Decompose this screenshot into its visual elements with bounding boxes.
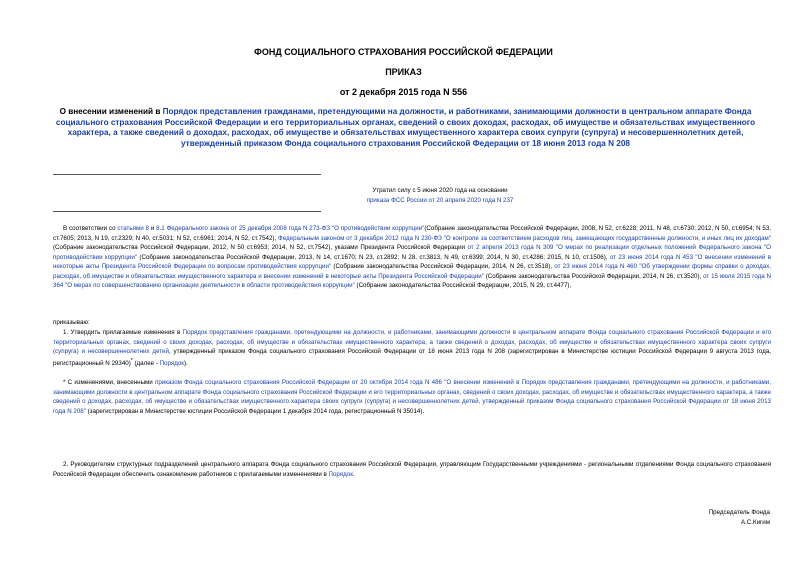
lost-force-link[interactable]: приказа ФСС России от 20 апреля 2020 года N 237	[366, 196, 514, 204]
item-2-text: 2. Руководителям структурных подразделений центрального аппарата Фонда социального страхования Российской Федерации, управляющим Государственными учреждениями - региональными отделениями Фонда социального страхования Российской Федерации обеспечить ознакомление работников с прилагаемыми изменениями в	[53, 461, 771, 478]
doc-date-number: от 2 декабря 2015 года N 556	[339, 87, 468, 97]
title-lead: О внесении изменений в	[59, 107, 163, 116]
item-2-text: .	[352, 470, 355, 478]
item-1-text: 1. Утвердить прилагаемые изменения в	[63, 329, 183, 336]
link-order-486[interactable]: приказом Фонда социального страхования Российской Федерации от 20 октября 2014 года N 486 "О внесении изменений в Порядок представления гражданами, претендующими на должности, и работниками, занимающими должности в центральном аппарате Фонда социального страхования Российской Федерации и его территориальных органах, сведений о своих доходах, расходах, об имуществе и обязательствах имущественного характера, а также сведений о доходах, расходах, об имуществе и обязательствах имущественного характера своих супруги (супруга) и несовершеннолетних детей, утвержденный приказом Фонда социального страхования Российской Федерации от 18 июня 2013 года N 208"	[53, 379, 771, 415]
title-link-procedure[interactable]: Порядок представления гражданами, претендующими на должности, и работниками, занимающими должности в центральном аппарате Фонда социального страхования Российской Федерации и его территориальных органах, сведений о своих доходах, расходах, об имуществе и обязательствах имущественного характера, а также сведений о доходах, расходах, об имуществе и обязательствах имущественного характера своих супруги (супруга) и несовершеннолетних детей, утвержденный приказом Фонда социального страхования Российской Федерации от 18 июня 2013 года N 208	[55, 107, 756, 148]
link-decree-364[interactable]: от 15 июля 2015 года N 364 "О мерах по совершенствованию организации деятельности в области противодействия коррупции"	[53, 272, 772, 289]
link-decree-453[interactable]: от 23 июня 2014 года N 453 "О внесении изменений в некоторые акты Президента Российской Федерации по вопросам противодействия коррупции"	[53, 253, 771, 270]
lost-force-text: Утратил силу с 5 июня 2020 года на основании	[372, 187, 508, 194]
link-law-230fz[interactable]: Федеральным законом от 3 декабря 2012 года N 230-ФЗ "О контроле за соответствием расходов лиц, замещающих государственные должности, и иных лиц их доходам"	[278, 234, 772, 242]
preamble-text: (Собрание законодательства Российской Федерации, 2014, N 26, ст.3520),	[483, 272, 704, 280]
preamble-text: и	[148, 225, 157, 232]
footnote-marker: *	[130, 357, 133, 364]
doc-type: ПРИКАЗ	[385, 67, 422, 77]
org-name: ФОНД СОЦИАЛЬНОГО СТРАХОВАНИЯ РОССИЙСКОЙ ФЕДЕРАЦИИ	[254, 47, 553, 57]
item-1-paragraph	[53, 328, 771, 368]
item-1-text: ).	[183, 359, 188, 367]
signature-block	[690, 508, 770, 527]
footnote-text: (зарегистрирован в Министерстве юстиции Российской Федерации 1 декабря 2014 года, регистрационный N 35014).	[85, 407, 425, 415]
item-1-text: (далее -	[132, 359, 160, 367]
preamble-text: (Собрание законодательства Российской Федерации, 2015, N 29, ст.4477),	[354, 282, 572, 289]
document-title	[53, 107, 758, 149]
divider-top	[53, 174, 321, 175]
preamble-text: (Собрание законодательства Российской Федерации, 2012, N 50 ст.6953; 2014, N 52, ст.7542), указами Президента Российской Федерации	[53, 244, 468, 251]
link-decree-309[interactable]: от 2 апреля 2013 года N 309 "О мерах по реализации отдельных положений Федерального закона "О противодействии коррупции"	[53, 244, 771, 261]
preamble-text: (Собрание законодательства Российской Федерации, 2008, N 52, ст.6228; 2011, N 48, ст.6730; 2012, N 50, ст.6954; N 53, ст.7605; 2013, N 19, ст.2329; N 40, ст.5031; N 52, ст.6961; 2014, N 52, ст.7542),	[53, 225, 772, 242]
preamble-text: В соответствии со	[63, 225, 118, 232]
signature-name: А.С.Кигим	[740, 518, 770, 526]
link-law-273fz[interactable]: 8.1 Федерального закона от 25 декабря 2008 года N 273-ФЗ "О противодействии коррупции"	[156, 225, 425, 232]
link-procedure[interactable]: Порядок представления гражданами, претендующими на должности, и работниками, занимающими должности в центральном аппарате Фонда социального страхования Российской Федерации и его территориальных органах, сведений о своих доходах, расходах, об имуществе и обязательствах имущественного характера, а также сведений о доходах, расходах, об имуществе и обязательствах имущественного характера своих супруги (супруга) и несовершеннолетних детей	[53, 329, 772, 355]
link-decree-460[interactable]: от 23 июня 2014 года N 460 "Об утверждении формы справки о доходах, расходах, об имуществе и обязательствах имущественного характера и внесении изменений в некоторые акты Президента Российской Федерации"	[53, 263, 772, 280]
link-procedure-item2[interactable]: Порядок	[328, 470, 353, 478]
link-procedure-short[interactable]: Порядок	[159, 359, 184, 367]
footnote-paragraph	[53, 378, 771, 416]
item-1-text: , утвержденный приказом Фонда социального страхования Российской Федерации от 18 июня 2013 года N 208 (зарегистрирован в Министерстве юстиции Российской Федерации 9 августа 2013 года, регистрационный N 29340)	[53, 348, 772, 367]
preamble-paragraph	[53, 224, 771, 291]
order-word: приказываю:	[53, 319, 90, 326]
link-article-8[interactable]: статьями 8	[117, 225, 149, 232]
divider-bottom	[53, 211, 321, 212]
preamble-text: (Собрание законодательства Российской Федерации, 2014, N 26, ст.3518),	[331, 263, 555, 270]
footnote-text: * С изменениями, внесенными	[63, 379, 155, 386]
lost-force-note	[280, 186, 600, 205]
signature-position: Председатель Фонда	[708, 509, 770, 516]
preamble-text: (Собрание законодательства Российской Федерации, 2013, N 14, ст.1670; N 23, ст.2892; N 28, ст.3813, N 49, ст.6399; 2014, N 30, ст.4286; 2015, N 10, ст.1506),	[137, 253, 610, 261]
item-2-paragraph	[53, 460, 771, 479]
